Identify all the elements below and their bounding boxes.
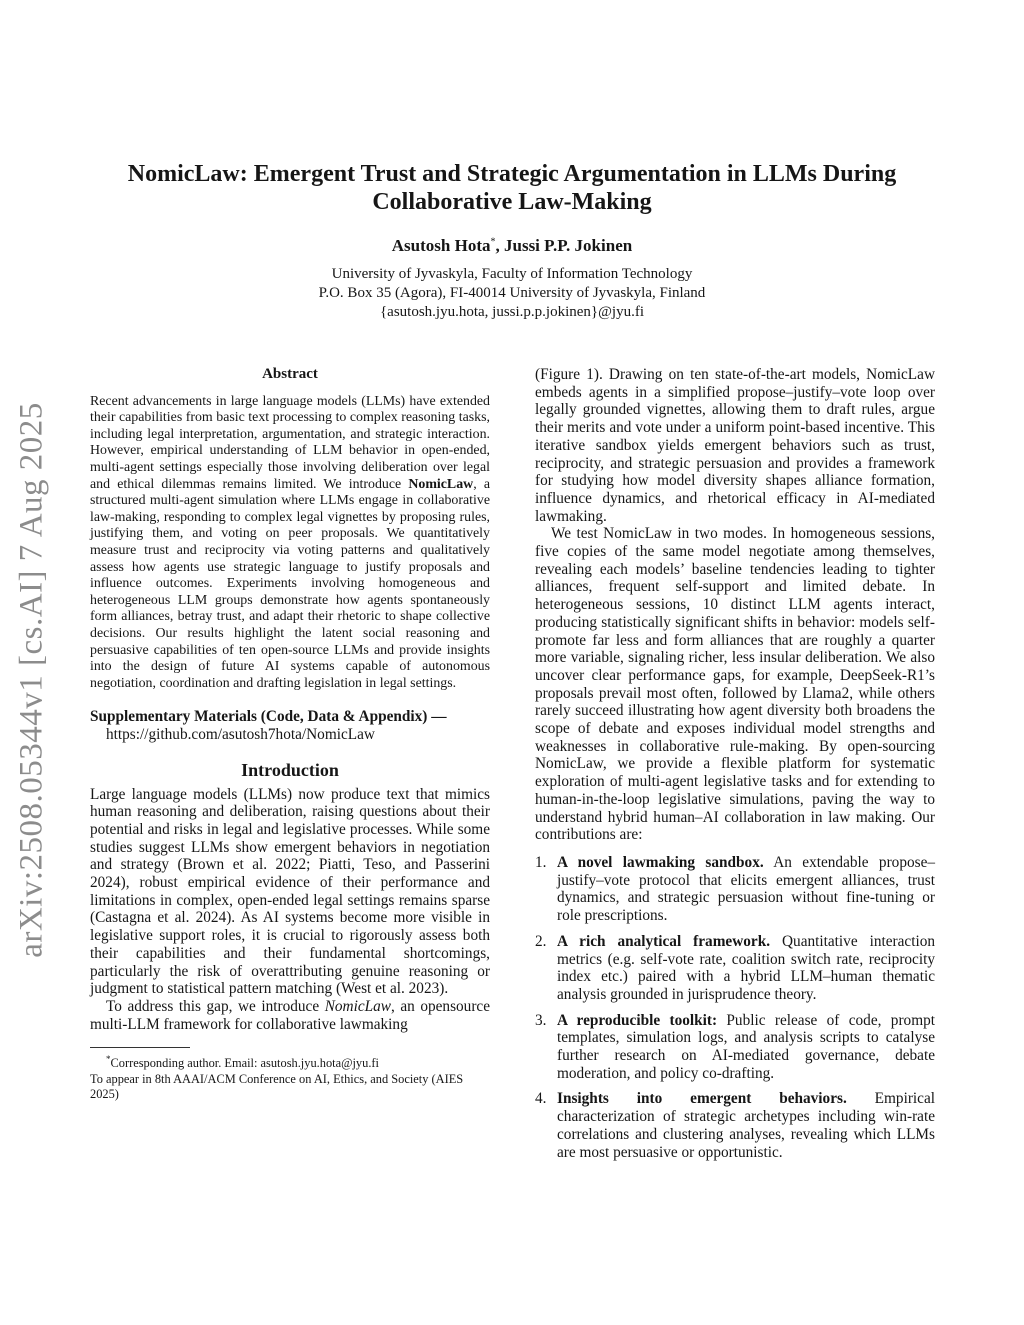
arxiv-sidebar (4, 380, 60, 980)
arxiv-identifier: arXiv:2508.05344v1 [cs.AI] 7 Aug 2025 (13, 402, 50, 958)
corresponding-author-note: *Corresponding author. Email: asutosh.jyu.hota@jyu.fi (106, 1054, 379, 1071)
footnote-divider (90, 1047, 190, 1048)
introduction-paragraph: To address this gap, we introduce NomicLaw, an opensource multi-LLM framework for collaborative lawmaking (90, 997, 490, 1033)
body-paragraph: (Figure 1). Drawing on ten state-of-the-art models, NomicLaw embeds agents in a simplified propose–justify–vote loop over legally grounded vignettes, allowing them to draft rules, argue their merits and vote under a uniform point-based incentive. This iterative sandbox yields emergent behaviors such as trust, reciprocity, and strategic persuasion and provides a framework for studying how model diversity shapes alliance formation, influence dynamics, and rhetorical efficacy in AI-mediated lawmaking. (535, 366, 935, 525)
author-emails: {asutosh.jyu.hota, jussi.p.p.jokinen}@jyu.fi (379, 304, 645, 320)
affiliation-line: University of Jyvaskyla, Faculty of Information Technology (331, 266, 693, 282)
abstract-text: Recent advancements in large language models (LLMs) have extended their capabilities from basic text processing to complex reasoning tasks, including legal interpretation, argumentation, and strategic interaction. However, empirical understanding of LLM behavior in open-ended, multi-agent settings especially those involving deliberation over legal and ethical dilemmas remains limited. We introduce NomicLaw, a structured multi-agent simulation where LLMs engage in collaborative law-making, responding to complex legal vignettes by proposing rules, justifying them, and voting on peer proposals. We quantitatively measure trust and reciprocity via voting patterns and qualitatively assess how agents use strategic language to justify proposals and influence outcomes. Experiments involving homogeneous and heterogeneous LLM groups demonstrate how agents spontaneously form alliances, betray trust, and adapt their rhetoric to shape collective decisions. Our results highlight the latent social reasoning and persuasive capabilities of ten open-source LLMs and provide insights into the design of future AI systems capable of autonomous negotiation, coordination and drafting legislation in legal settings. (90, 393, 490, 691)
affiliation-block (90, 265, 934, 322)
paper-title: NomicLaw: Emergent Trust and Strategic Argumentation in LLMs During Collaborative Law-Making (127, 161, 897, 215)
venue-note: To appear in 8th AAAI/ACM Conference on AI, Ethics, and Society (AIES 2025) (90, 1071, 464, 1102)
supplementary-heading: Supplementary Materials (Code, Data & Appendix) — (90, 708, 447, 726)
author-name: Jussi P.P. Jokinen (504, 236, 633, 255)
author-name: Asutosh Hota (391, 236, 491, 255)
footnotes (90, 1052, 490, 1103)
contributions-list (535, 854, 935, 1161)
body-paragraph: We test NomicLaw in two modes. In homogeneous sessions, five copies of the same model negotiate among themselves, revealing each models’ baseline tendencies leading to tighter alliances, frequent self-support and limited debate. In heterogeneous sessions, 10 distinct LLM agents interact, producing statistically significant shifts in behavior: models self-promote far less and form alliances that are roughly a quarter more variable, signaling richer, less insular deliberation. We also uncover clear performance gaps, for example, DeepSeek-R1’s proposals prevail most often, followed by Llama2, while others rarely succeed illustrating how agent diversity both broadens the scope of debate and exposes individual model strengths and weaknesses in collaborative rule-making. By open-sourcing NomicLaw, we provide a flexible platform for systematic exploration of multi-agent legislative tasks and for extending to human-in-the-loop legislative simulations, paving the way to understand hybrid human–AI collaboration in law making. Our contributions are: (535, 525, 935, 844)
author-separator: , (495, 236, 504, 255)
contribution-item: 1. A novel lawmaking sandbox. An extendable propose–justify–vote protocol that elicits emergent alliances, trust dynamics, and strategic persuasion without fine-tuning or role prescriptions. (535, 853, 936, 925)
contribution-item: 4. Insights into emergent behaviors. Empirical characterization of strategic archetypes including win-rate correlations and clustering analyses, revealing which LLMs are most persuasive or opportunistic. (535, 1090, 935, 1161)
left-column (90, 366, 490, 1103)
supplementary-link[interactable]: https://github.com/asutosh7hota/NomicLaw (106, 726, 375, 744)
contribution-item: 2. A rich analytical framework. Quantitative interaction metrics (e.g. self-vote rate, coalition switch rate, reciprocity index etc.) paired with a hybrid LLM–human thematic analysis grounded in jurisprudence theory. (535, 932, 935, 1003)
abstract-bold-term: NomicLaw (408, 476, 474, 492)
framework-name: NomicLaw (324, 997, 391, 1015)
affiliation-line: P.O. Box 35 (Agora), FI-40014 University of Jyvaskyla, Finland (318, 285, 706, 301)
right-column (535, 366, 935, 1169)
introduction-heading: Introduction (241, 759, 339, 780)
contribution-item: 3. A reproducible toolkit: Public release of code, prompt templates, simulation logs, and analysis scripts to catalyse further research on AI-mediated governance, debate moderation, and policy co-drafting. (535, 1011, 935, 1082)
abstract-heading: Abstract (262, 366, 318, 382)
author-list (90, 236, 934, 256)
author-mark: * (490, 236, 496, 248)
supplementary-materials (90, 708, 490, 743)
introduction-paragraph: Large language models (LLMs) now produce text that mimics human reasoning and deliberation, raising questions about their potential and risks in legal and legislative processes. While some studies suggest LLMs show emergent behaviors in negotiation and strategy (Brown et al. 2022; Piatti, Teso, and Passerini 2024), robust empirical evidence of their performance and limitations in complex, open-ended legal settings remains sparse (Castagna et al. 2024). As AI systems become more visible in legislative support roles, it is crucial to rigorously assess both their capabilities and their fundamental shortcomings, particularly the risk of overattributing genuine reasoning or judgment to statistical pattern matching (West et al. 2023). (90, 785, 490, 998)
